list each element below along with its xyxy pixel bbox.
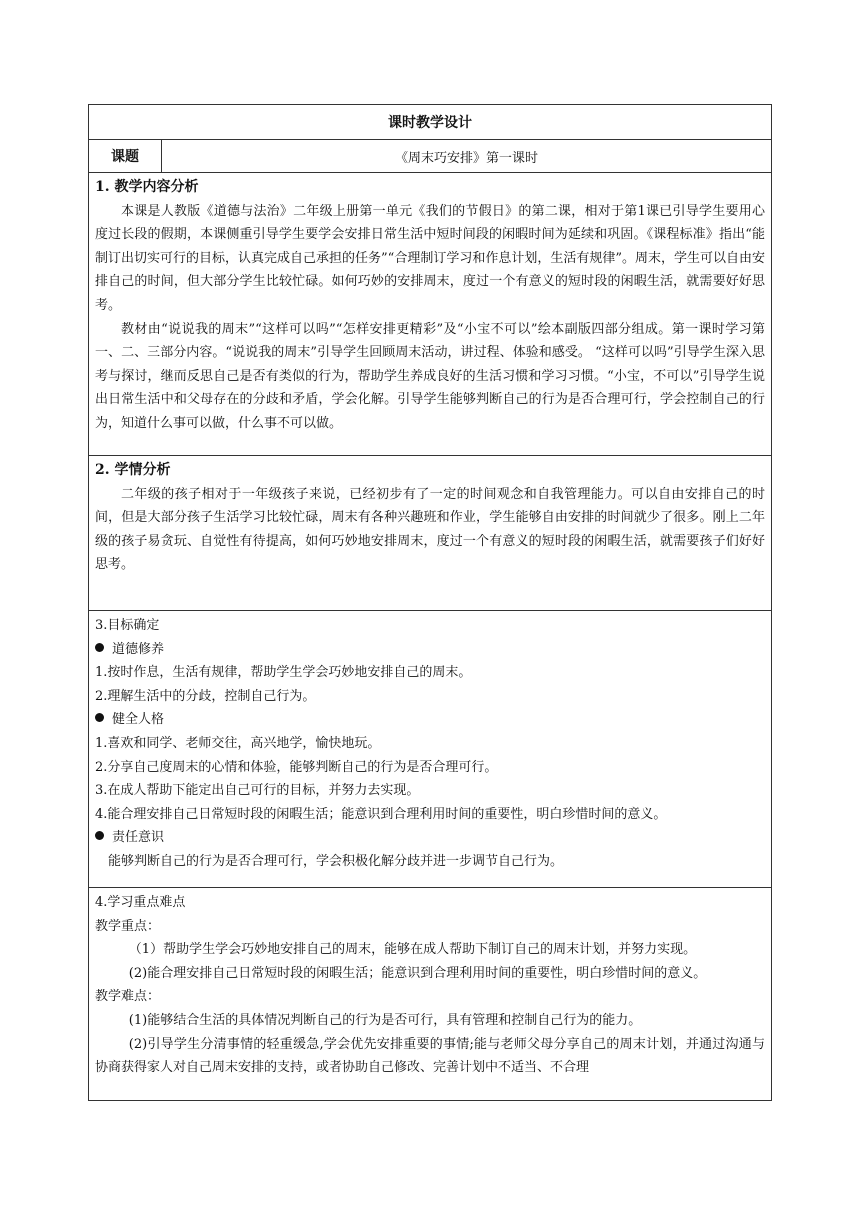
section-content-analysis: [89, 173, 771, 456]
key-points-label: 教学重点：: [95, 918, 161, 934]
section-objectives: [89, 611, 771, 888]
objective-item: 1.按时作息，生活有规律，帮助学生学会巧妙地安排自己的周末。: [95, 665, 472, 681]
section-learner-analysis: [89, 456, 771, 611]
objective-item: 4.能合理安排自己日常短时段的闲暇生活；能意识到合理利用时间的重要性，明白珍惜时间的意义。: [95, 806, 667, 822]
topic-value: 《周末巧安排》第一课时: [394, 150, 538, 166]
difficult-point-item: (2)引导学生分清事情的轻重缓急,学会优先安排重要的事情;能与老师父母分享自己的周末计划，并通过沟通与协商获得家人对自己周末安排的支持，或者协助自己修改、完善计划中不适当、不合理: [95, 1036, 765, 1076]
section-title: 4.学习重点难点: [95, 895, 186, 910]
topic-label: 课题: [89, 140, 162, 172]
objective-item: 1.喜欢和同学、老师交往，高兴地学，愉快地玩。: [95, 735, 381, 751]
section-title: 1. 教学内容分析: [95, 179, 199, 195]
lesson-design-table: [88, 104, 772, 1101]
section-title: 2. 学情分析: [95, 462, 171, 478]
bullet-heading: [95, 826, 765, 850]
difficult-point-item: (1)能够结合生活的具体情况判断自己的行为是否可行，具有管理和控制自己行为的能力。: [128, 1012, 642, 1028]
key-point-item: (2)能合理安排自己日常短时段的闲暇生活；能意识到合理利用时间的重要性，明白珍惜时间的意义。: [128, 965, 707, 981]
topic-row: [89, 140, 771, 173]
objective-item: 2.理解生活中的分歧，控制自己行为。: [95, 688, 316, 704]
bullet-heading: [95, 638, 765, 662]
objective-item: 3.在成人帮助下能定出自己可行的目标，并努力去实现。: [95, 783, 420, 799]
paragraph: 本课是人教版《道德与法治》二年级上册第一单元《我们的节假日》的第二课，相对于第1课已引导学生要用心度过长段的假期，本课侧重引导学生要学会安排日常生活中短时间段的闲暇时间为延续和巩固。《课程标准》指出“能制订出切实可行的目标，认真完成自己承担的任务”“合理制订学习和作息计划，生活有规律”。周末，学生可以自由安排自己的时间，但大部分学生比较忙碌。如何巧妙的安排周末，度过一个有意义的短时段的闲暇生活，就需要好好思考。: [95, 203, 765, 313]
bullet-icon: [95, 643, 104, 652]
bullet-heading: [95, 708, 765, 732]
bullet-icon: [95, 713, 104, 722]
bullet-icon: [95, 831, 104, 840]
objective-item: 2.分享自己度周末的心情和体验，能够判断自己的行为是否合理可行。: [95, 759, 498, 775]
paragraph: 教材由“说说我的周末”“这样可以吗”“怎样安排更精彩”及“小宝不可以”绘本副版四部分组成。第一课时学习第一、二、三部分内容。“说说我的周末”引导学生回顾周末活动，讲过程、体验和感受。 “这样可以吗”引导学生深入思考与探讨，继而反思自己是否有类似的行为，帮助学生养成良好的生活习惯和学习习惯。“小宝，不可以”引导学生说出日常生活中和父母存在的分歧和矛盾，学会化解。引导学生能够判断自己的行为是否合理可行，学会控制自己的行为，知道什么事可以做，什么事不可以做。: [95, 321, 765, 431]
key-point-item: （1）帮助学生学会巧妙地安排自己的周末，能够在成人帮助下制订自己的周末计划，并努力实现。: [128, 942, 697, 958]
difficult-points-label: 教学难点：: [95, 989, 161, 1005]
table-title: 课时教学设计: [89, 105, 771, 140]
objective-item: 能够判断自己的行为是否合理可行，学会积极化解分歧并进一步调节自己行为。: [108, 853, 564, 869]
section-title: 3.目标确定: [95, 618, 160, 633]
section-key-difficult-points: [89, 888, 771, 1100]
bullet-label: 道德修养: [112, 641, 165, 657]
bullet-label: 责任意识: [112, 830, 165, 846]
bullet-label: 健全人格: [112, 712, 165, 728]
paragraph: 二年级的孩子相对于一年级孩子来说，已经初步有了一定的时间观念和自我管理能力。可以自由安排自己的时间，但是大部分孩子生活学习比较忙碌，周末有各种兴趣班和作业，学生能够自由安排的时间就少了很多。刚上二年级的孩子易贪玩、自觉性有待提高，如何巧妙地安排周末，度过一个有意义的短时段的闲暇生活，就需要孩子们好好思考。: [95, 486, 765, 573]
